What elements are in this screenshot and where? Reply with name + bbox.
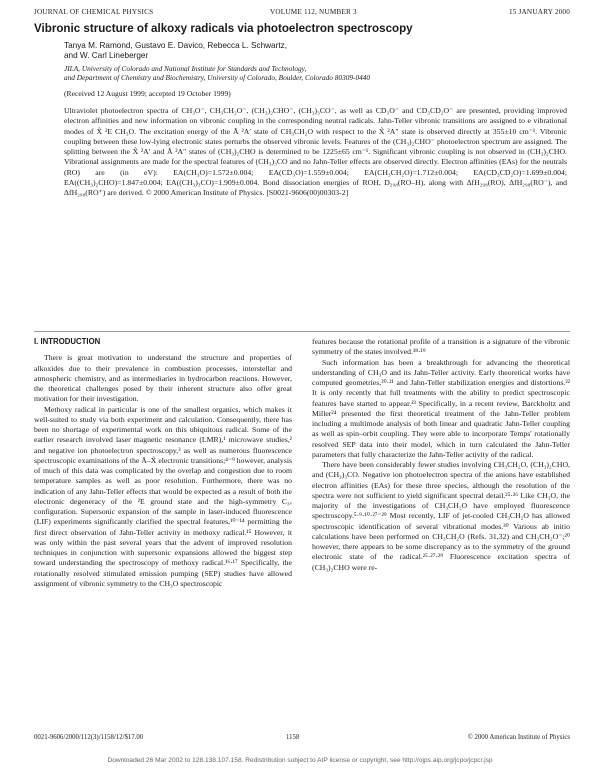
download-notice: Downloaded 26 Mar 2002 to 128.138.107.158. Redistribution subject to AIP license or copyright, see http://ojps.aip.org/jcpo/jcpcr.jsp (107, 757, 493, 764)
abstract-text: Ultraviolet photoelectron spectra of CH₃O⁻, CH₃CH₂O⁻, (CH₃)₂CHO⁻, (CH₃)₃CO⁻, as well as CD₃O⁻ and CD₃CD₂O⁻ are presented, providing improved electron affinities and new information on vibronic coupling in the corresponding neutral radicals. Jahn-Teller vibronic transitions are assigned to e vibrational modes of X̃ ²E CH₃O. The excitation energy of the Ã ²A′ state of CH₃CH₂O with respect to the X̃ ²A″ state is observed directly at 355±10 cm⁻¹. Vibronic coupling between these low-lying electronic states perturbs the observed vibronic levels. Features of the (CH₃)₂CHO⁻ photoelectron spectrum are assigned. The splitting between the X̃ ²A′ and Ã ²A″ states of (CH₃)₂CHO is determined to be 1225±65 cm⁻¹. Significant vibronic coupling is not observed in (CH₃)₂CHO. Vibrational assignments are made for the spectral features of (CH₃)₃CO and no Jahn-Teller effects are observed directly. Electron affinities (EAs) for the neutrals (RO) are (in eV): EA(CH₃O)=1.572±0.004; EA(CD₃O)=1.559±0.004; EA(CH₃CH₂O)=1.712±0.004; EA(CD₃CD₂O)=1.699±0.004; EA((CH₃)₂CHO)=1.847±0.004; EA((CH₃)₃CO)=1.909±0.004. Bond dissociation energies of ROH, D₂₉₈(RO–H), along with ΔfH₂₉₈(RO), ΔfH₂₉₈(RO⁻), and ΔfH₂₉₈(RO⁺) are derived. © 2000 American Institute of Physics. [S0021-9606(00)00303-2] (64, 106, 567, 197)
author-line: Tanya M. Ramond, Gustavo E. Davico, Rebecca L. Schwartz, (64, 41, 287, 50)
issue-date: 15 JANUARY 2000 (508, 8, 570, 16)
journal-header (34, 8, 570, 20)
author-list (64, 41, 564, 61)
paragraph: features because the rotational profile of a transition is a signature of the vibronic symmetry of the states involved.¹⁸·¹⁹ (312, 337, 570, 357)
section-heading: I. INTRODUCTION (34, 337, 101, 346)
right-column (312, 337, 570, 721)
journal-name: JOURNAL OF CHEMICAL PHYSICS (34, 8, 154, 16)
page-number: 1158 (286, 734, 300, 741)
volume-number: VOLUME 112, NUMBER 3 (270, 8, 357, 16)
section-divider (34, 331, 570, 332)
paragraph: Such information has been a breakthrough for advancing the theoretical understanding of CH₃O and its Jahn-Teller activity. Early theoretical works have computed geometries,²⁰·²¹ and Jahn-Teller stabilization energies and distortions.²² It is only recently that full treatments with the ability to predict spectroscopic features have started to appear.²³ Specifically, in a recent review, Barckholtz and Miller²⁴ presented the first theoretical treatment of the Jahn-Teller problem including a multimode analysis of both linear and quadratic Jahn-Teller coupling as well as spin–orbit coupling. They were able to incorporate Temps' rotationally resolved SEP data into their model, which in turn calculated the Jahn-Teller parameters that fully characterize the Jahn-Teller activity of the radical. (312, 357, 570, 459)
affiliation-line: JILA, University of Colorado and National Institute for Standards and Technology, (64, 64, 307, 73)
article-title: Vibronic structure of alkoxy radicals via photoelectron spectroscopy (34, 22, 413, 35)
received-dates: (Received 12 August 1999; accepted 19 October 1999) (64, 89, 231, 98)
abstract (64, 106, 567, 324)
author-line: and W. Carl Lineberger (64, 51, 149, 60)
paragraph: Methoxy radical in particular is one of the smallest organics, which makes it well-suited to study via both experiment and calculation. Consequently, there has been no shortage of experimental work on this ubiquitous radical. Some of the earlier research involved laser magnetic resonance (LMR),¹ microwave studies,² and negative ion photoelectron spectroscopy,³ as well as numerous fluorescence spectroscopic examinations of the Ã–X̃ electronic transitions;⁴⁻⁹ however, analysis of much of this data was complicated by the overlap and congestion due to room temperature samples as well as poor resolution. Furthermore, there was no indication of any Jahn-Teller effects that would be expected as a result of both the electronic degeneracy of the ²E ground state and the high-symmetry C₃ᵥ configuration. Supersonic expansion of the sample in laser-induced fluorescence (LIF) experiments significantly clarified the spectral features,¹⁰⁻¹⁴ permitting the first direct observation of Jahn-Teller activity in methoxy radical.¹⁵ However, it was only within the past several years that the advent of improved resolution techniques in conjunction with supersonic expansions allowed the biggest step toward understanding the spectroscopy of methoxy radical.¹⁶·¹⁷ Specifically, the rotationally resolved stimulated emission pumping (SEP) studies have allowed assignment of vibronic symmetry to the CH₃O spectroscopic (34, 404, 292, 588)
page-footer (34, 734, 570, 746)
paragraph: There is great motivation to understand the structure and properties of alkoxides due to their prevalence in combustion processes, interstellar and atmospheric chemistry, and as intermediaries in hydrocarbon reactions. However, the theoretical challenges posed by their inherent structure also offer great motivation for their investigation. (34, 353, 292, 404)
article-code: 0021-9606/2000/112(3)/1158/12/$17.00 (34, 734, 144, 741)
affiliation (64, 64, 564, 83)
copyright: © 2000 American Institute of Physics (467, 734, 570, 741)
paragraph: There have been considerably fewer studies involving CH₃CH₂O, (CH₃)₂CHO, and (CH₃)₃CO. Negative ion photoelectron spectra of the anions have established electron affinities (EAs) for these three species, although the resolution of the spectra were not sufficient to yield significant spectral detail.²⁵·²⁶ Like CH₃O, the majority of the investigations of CH₃CH₂O have employed fluorescence spectroscopy.⁵·⁹·¹⁰·²⁷⁻²⁹ Most recently, LIF of jet-cooled CH₃CH₂O has allowed spectroscopic identification of several vibrational modes.³⁰ Various ab initio calculations have been performed on CH₃CH₂O (Refs. 31,32) and CH₃CH₂O⁻;²⁰ however, there appears to be some discrepancy as to the symmetry of the ground electronic state of the radical.²⁵·²⁷·²⁹ Fluorescence excitation spectra of (CH₃)₂CHO were re- (312, 460, 570, 572)
affiliation-line: and Department of Chemistry and Biochemistry, University of Colorado, Boulder, Colorado 80309-0440 (64, 73, 371, 83)
left-column (34, 337, 292, 721)
